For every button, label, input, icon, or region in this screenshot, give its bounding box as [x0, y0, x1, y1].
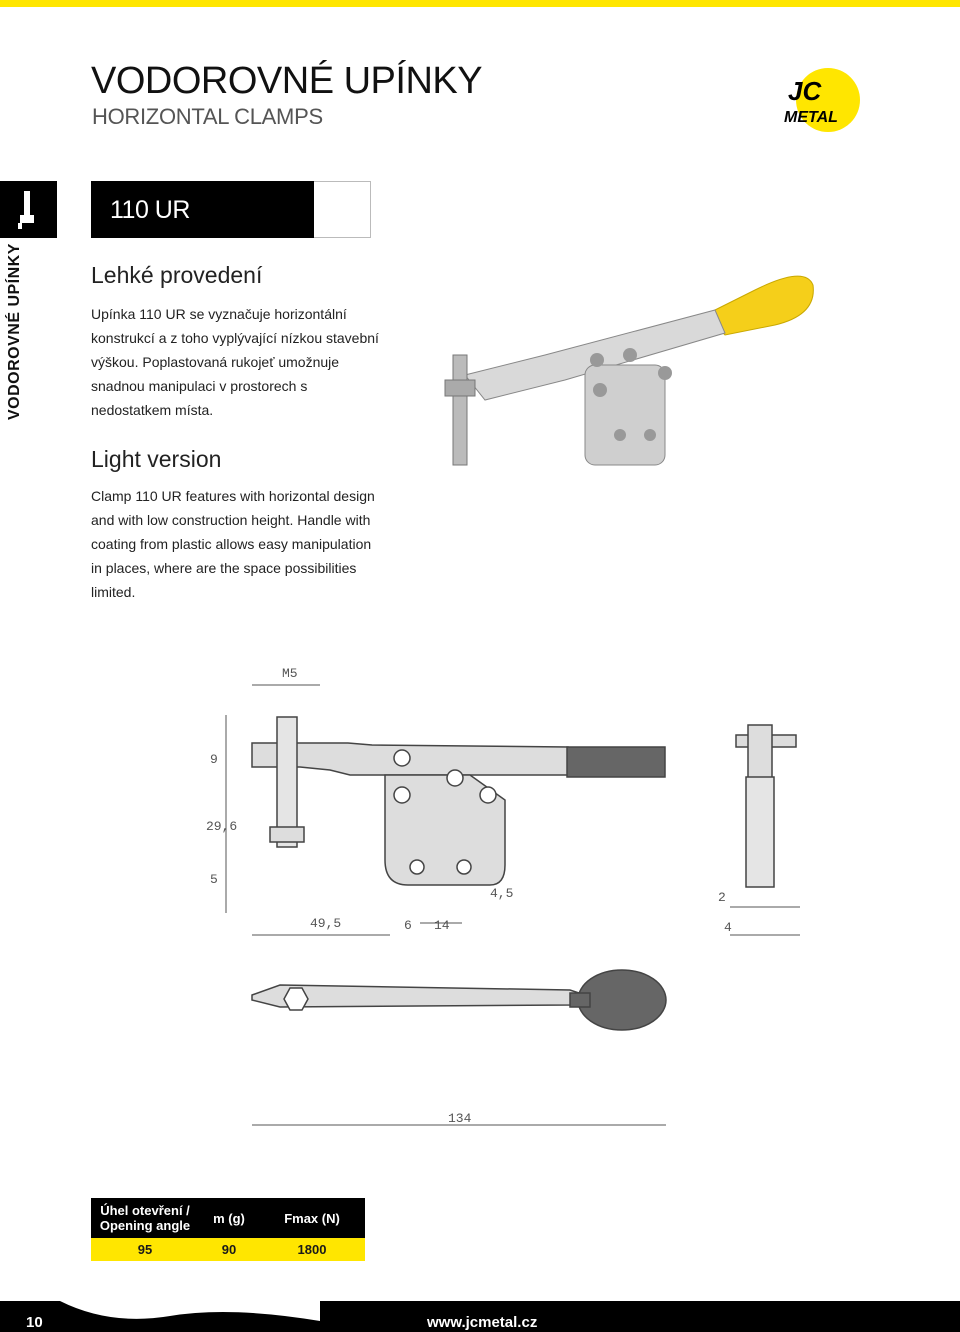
header-fmax: Fmax (N)	[259, 1198, 365, 1238]
header-mass: m (g)	[199, 1198, 259, 1238]
header-angle: Úhel otevření / Opening angle	[91, 1198, 199, 1238]
value-mass: 90	[199, 1238, 259, 1261]
dim-6: 6	[404, 918, 412, 933]
dim-4: 4	[724, 920, 732, 935]
heading-cz: Lehké provedení	[91, 262, 263, 288]
dim-134: 134	[448, 1111, 472, 1126]
value-fmax: 1800	[259, 1238, 365, 1261]
dim-m5: M5	[282, 666, 298, 681]
dim-5: 5	[210, 872, 218, 887]
product-photo	[425, 255, 825, 480]
svg-text:JC: JC	[788, 76, 822, 106]
dim-29-6: 29,6	[206, 819, 238, 834]
page-subtitle: HORIZONTAL CLAMPS	[92, 104, 323, 129]
text-cz: Upínka 110 UR se vyznačuje horizontální konstrukcí a z toho vyplývající nízkou stavební výškou. Poplastovaná rukojeť umožnuje snadnou manipulaci v prostorech s nedostatkem místa.	[91, 306, 379, 418]
svg-text:METAL: METAL	[784, 109, 838, 126]
jc-metal-logo	[776, 62, 876, 142]
clamp-icon	[0, 181, 57, 238]
spec-table	[91, 1198, 365, 1261]
text-en: Clamp 110 UR features with horizontal design and with low construction height. Handle with coating from plastic allows easy manipulation in places, where are the space possibilities limited.	[91, 488, 375, 600]
value-angle: 95	[91, 1238, 199, 1261]
page-title: VODOROVNÉ UPÍNKY	[91, 60, 483, 102]
dim-2: 2	[718, 890, 726, 905]
technical-drawing	[190, 655, 810, 1135]
dim-4-5: 4,5	[490, 886, 514, 901]
dim-9: 9	[210, 752, 218, 767]
page-number: 10	[26, 1314, 43, 1331]
top-accent-bar	[0, 0, 960, 7]
heading-en: Light version	[91, 446, 222, 472]
dim-14: 14	[434, 918, 450, 933]
dim-49-5: 49,5	[310, 916, 342, 931]
sidebar-label: VODOROVNÉ UPÍNKY	[6, 243, 23, 420]
product-name: 110 UR	[110, 196, 190, 224]
website-url: www.jcmetal.cz	[427, 1314, 538, 1331]
footer-wave	[60, 1301, 320, 1332]
